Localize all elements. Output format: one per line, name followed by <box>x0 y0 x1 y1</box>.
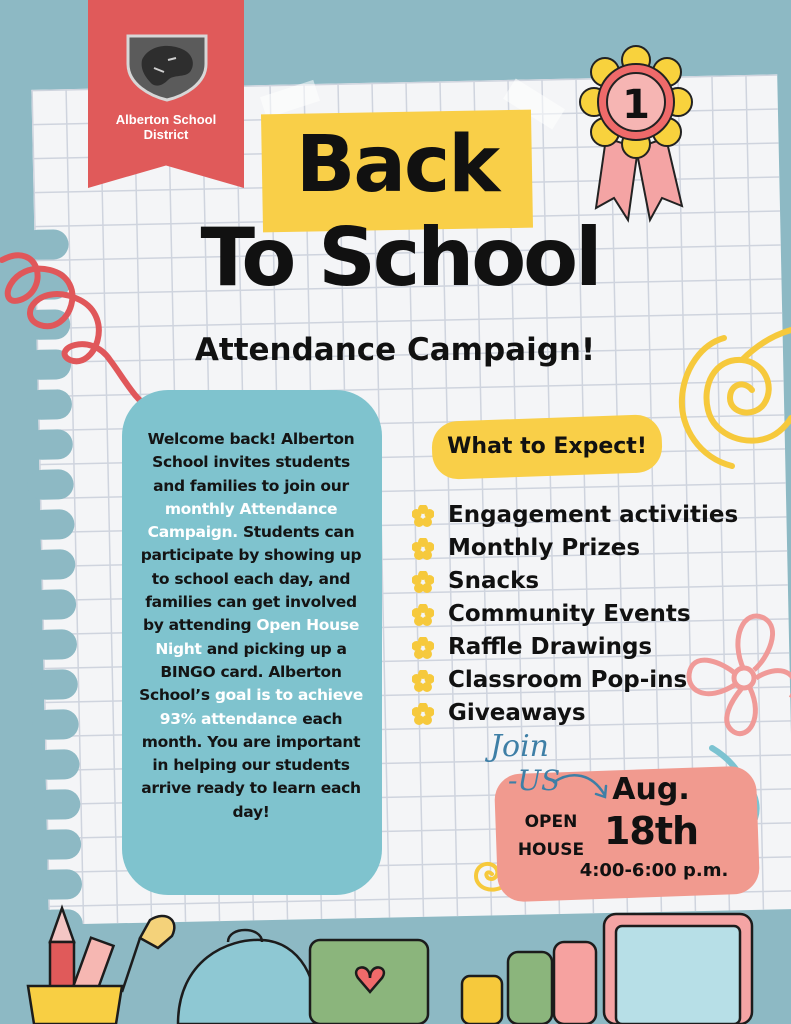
expect-heading: What to Expect! <box>447 434 647 459</box>
district-name: Alberton School District <box>115 112 217 142</box>
squiggle-decoration <box>0 230 160 420</box>
flower-bullet-icon <box>412 670 434 692</box>
event-month: Aug. <box>612 772 690 807</box>
title-to-school: To School <box>200 211 600 304</box>
flower-bullet-icon <box>412 604 434 626</box>
list-item: Giveaways <box>412 697 772 730</box>
list-item: Engagement activities <box>412 499 772 532</box>
list-item: Raffle Drawings <box>412 631 772 664</box>
list-item: Classroom Pop-ins <box>412 664 772 697</box>
panther-crest-icon <box>124 30 210 102</box>
welcome-text: Welcome back! Alberton School invites students and families to join our monthly Attendance Campaign. Students can participate by showing up to school each day, and families can get involved by attending Open House Night and picking up a BINGO card. Alberton School’s goal is to achieve 93% attendance each month. You are important in helping our students arrive ready to learn each day! <box>139 430 363 821</box>
join-text: Join <box>490 729 550 764</box>
award-ribbon-icon <box>566 48 706 224</box>
event-day: 18th <box>603 809 699 853</box>
list-item: Snacks <box>412 565 772 598</box>
flower-bullet-icon <box>412 538 434 560</box>
flower-bullet-icon <box>412 505 434 527</box>
us-text: -US <box>508 764 561 797</box>
open-house-label: OPEN HOUSE <box>517 812 585 860</box>
flower-bullet-icon <box>412 571 434 593</box>
flower-bullet-icon <box>412 703 434 725</box>
title-back: Back <box>295 120 499 210</box>
spiral-decoration <box>672 318 791 468</box>
award-number: 1 <box>622 82 650 128</box>
subtitle: Attendance Campaign! <box>194 332 596 368</box>
event-time: 4:00-6:00 p.m. <box>579 860 729 881</box>
flower-bullet-icon <box>412 637 434 659</box>
school-supplies-illustration <box>0 900 791 1024</box>
arrow-icon <box>552 770 612 804</box>
expect-list <box>412 499 772 730</box>
list-item: Monthly Prizes <box>412 532 772 565</box>
list-item: Community Events <box>412 598 772 631</box>
